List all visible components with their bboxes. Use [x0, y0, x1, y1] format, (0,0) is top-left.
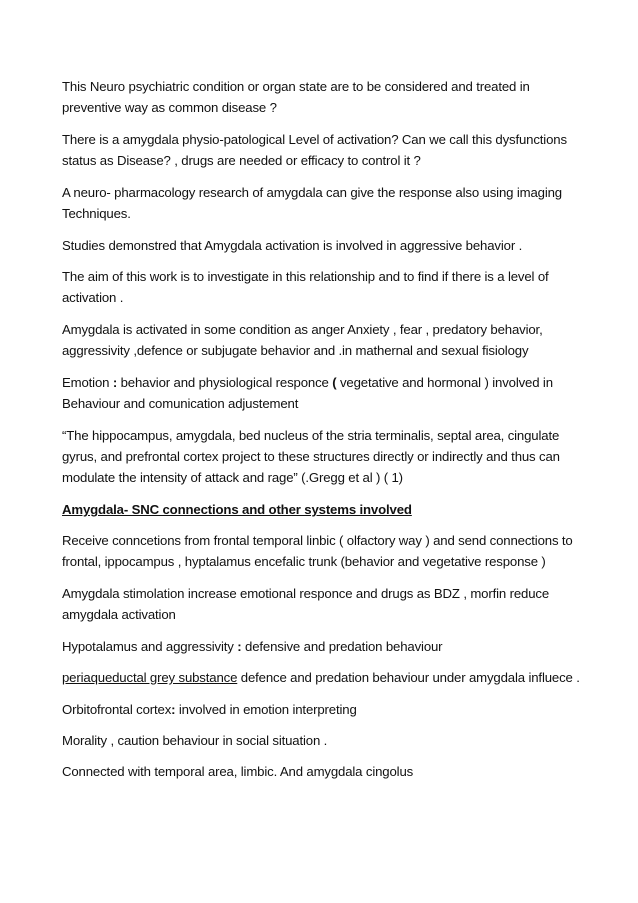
paragraph-quote: “The hippocampus, amygdala, bed nucleus of the stria terminalis, septal area, cingulate gyrus, and prefrontal cortex project to these structures directly or indirectly and thus can modulate the intensity of attack and rage” (.Gregg et al ) ( 1) [62, 428, 560, 485]
paragraph-activation-conditions: Amygdala is activated in some condition as anger Anxiety , fear , predatory behavior, aggressivity ,defence or subjugate behavior and .in mathernal and sexual fisiology [62, 322, 543, 358]
paragraph-morality: Morality , caution behaviour in social situation . [62, 733, 328, 748]
hypotalamus-colon: : [233, 639, 246, 654]
paragraph-neuropharmacology: A neuro- pharmacology research of amygdala can give the response also using imaging Techniques. [62, 185, 562, 221]
orbitofrontal-text: involved in emotion interpreting [175, 702, 357, 717]
emotion-label: Emotion [62, 375, 110, 390]
paragraph-hypotalamus [62, 636, 588, 657]
paragraph-emotion [62, 372, 588, 414]
paragraph-connections: Receive conncetions from frontal temporal linbic ( olfactory way ) and send connections to frontal, ippocampus , hyptalamus encefalic trunk (behavior and vegetative response ) [62, 533, 573, 569]
emotion-text-b: vegetative and hormonal ) involved in Behaviour and comunication adjustement [62, 375, 553, 411]
paragraph-periaqueductal [62, 667, 588, 688]
paragraph-activation-question: There is a amygdala physio-patological Level of activation? Can we call this dysfunctions status as Disease? , drugs are needed or efficacy to control it ? [62, 132, 567, 168]
paragraph-orbitofrontal [62, 699, 588, 720]
orbitofrontal-colon: : [171, 702, 176, 717]
paragraph-preventive-question: This Neuro psychiatric condition or organ state are to be considered and treated in preventive way as common disease ? [62, 79, 530, 115]
periaqueductal-label: periaqueductal grey substance [62, 670, 238, 685]
paragraph-aim: The aim of this work is to investigate in this relationship and to find if there is a level of activation . [62, 269, 549, 305]
paragraph-stimolation: Amygdala stimolation increase emotional responce and drugs as BDZ , morfin reduce amygdala activation [62, 586, 550, 622]
hypotalamus-label: Hypotalamus and aggressivity [62, 639, 234, 654]
emotion-text-a: behavior and physiological responce [120, 375, 333, 390]
periaqueductal-text: defence and predation behaviour under amygdala influece . [237, 670, 580, 685]
hypotalamus-text: defensive and predation behaviour [245, 639, 443, 654]
emotion-colon: : [109, 375, 121, 390]
section-heading [62, 499, 588, 520]
paragraph-studies: Studies demonstred that Amygdala activation is involved in aggressive behavior . [62, 238, 523, 253]
section-heading-text: Amygdala- SNC connections and other systems involved [62, 502, 412, 517]
emotion-paren: ( [332, 375, 337, 390]
orbitofrontal-label: Orbitofrontal cortex [62, 702, 172, 717]
paragraph-connected-temporal: Connected with temporal area, limbic. And amygdala cingolus [62, 764, 414, 779]
